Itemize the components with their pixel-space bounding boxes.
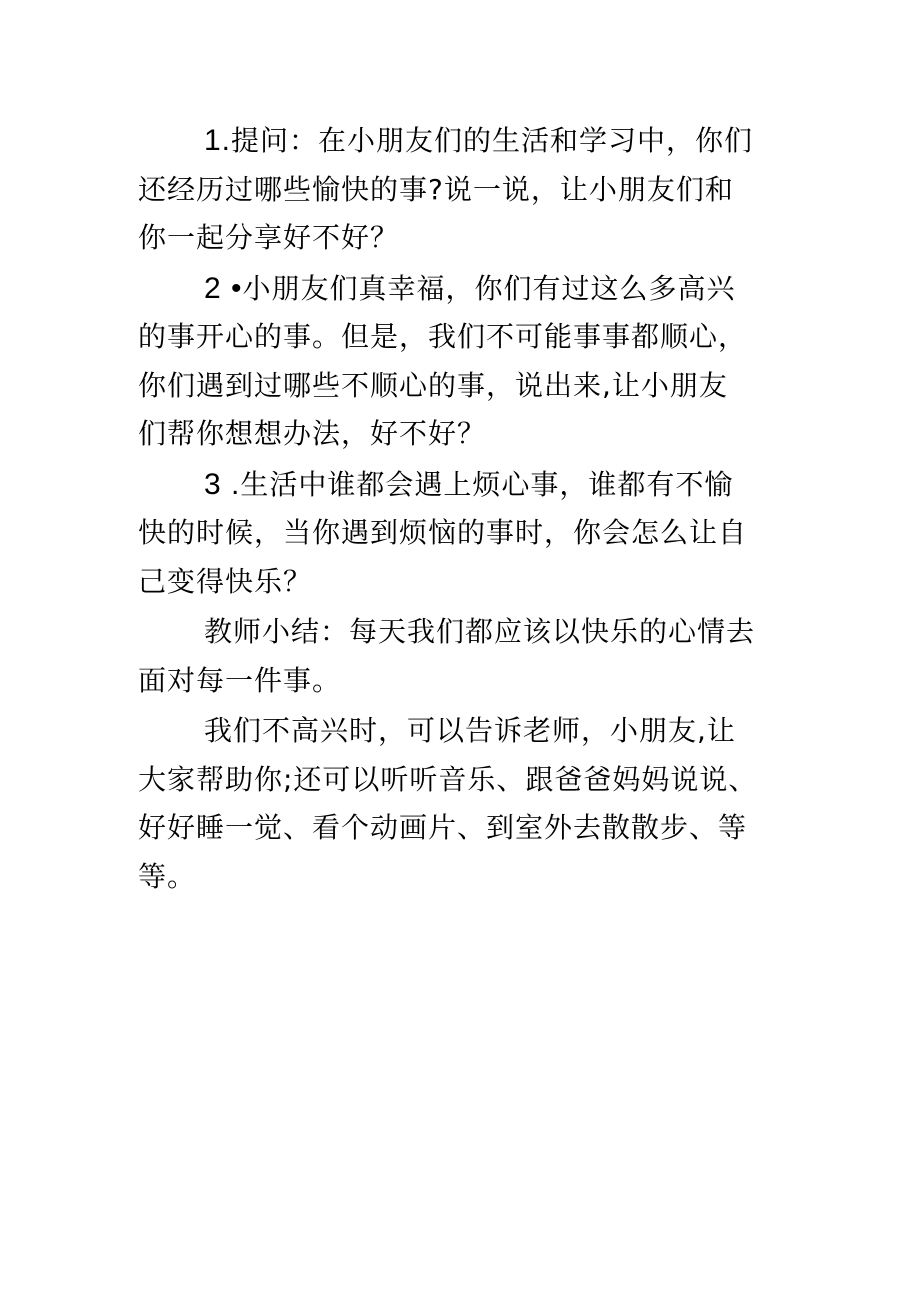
paragraph-2-line-3: 你们遇到过哪些不顺心的事，说出来,让小朋友: [138, 368, 728, 402]
paragraph-advice: [138, 707, 788, 901]
paragraph-advice-line-2: 大家帮助你;还可以听听音乐、跟爸爸妈妈说说、: [138, 762, 758, 796]
paragraph-2-line-4: 们帮你想想办法，好不好？: [138, 417, 487, 450]
paragraph-3-line-1: 生活中谁都会遇上烦心事，谁都有不愉: [240, 467, 734, 501]
paragraph-3-line-3: 己变得快乐？: [138, 564, 313, 598]
paragraph-1-line-3: 你一起分享好不好？: [138, 221, 400, 254]
paragraph-summary: [138, 608, 788, 705]
paragraph-2-number: 2 •: [204, 271, 243, 305]
paragraph-2-line-2: 的事开心的事。但是，我们不可能事事都顺心，: [138, 320, 748, 353]
paragraph-3-number: 3 .: [204, 467, 241, 501]
paragraph-summary-line-2: 面对每一件事。: [138, 663, 342, 697]
paragraph-1-line-1: 提问：在小朋友们的生活和学习中，你们: [231, 124, 754, 157]
paragraph-1-line-2: 还经历过哪些愉快的事?说一说，让小朋友们和: [138, 172, 734, 206]
paragraph-2-line-1: 小朋友们真幸福，你们有过这么多高兴: [242, 271, 736, 305]
paragraph-3: [138, 461, 788, 607]
paragraph-summary-line-1: 教师小结：每天我们都应该以快乐的心情去: [204, 615, 756, 648]
paragraph-advice-line-4: 等。: [138, 859, 197, 893]
paragraph-advice-line-3: 好好睡一觉、看个动画片、到室外去散散步、等: [138, 811, 748, 844]
document-body: [138, 117, 788, 903]
paragraph-3-line-2: 快的时候，当你遇到烦恼的事时，你会怎么让自: [138, 516, 748, 549]
paragraph-1: [138, 117, 788, 263]
paragraph-advice-line-1: 我们不高兴时，可以告诉老师，小朋友,让: [204, 714, 736, 747]
paragraph-1-number: 1.: [204, 124, 232, 157]
paragraph-2: [138, 265, 788, 459]
